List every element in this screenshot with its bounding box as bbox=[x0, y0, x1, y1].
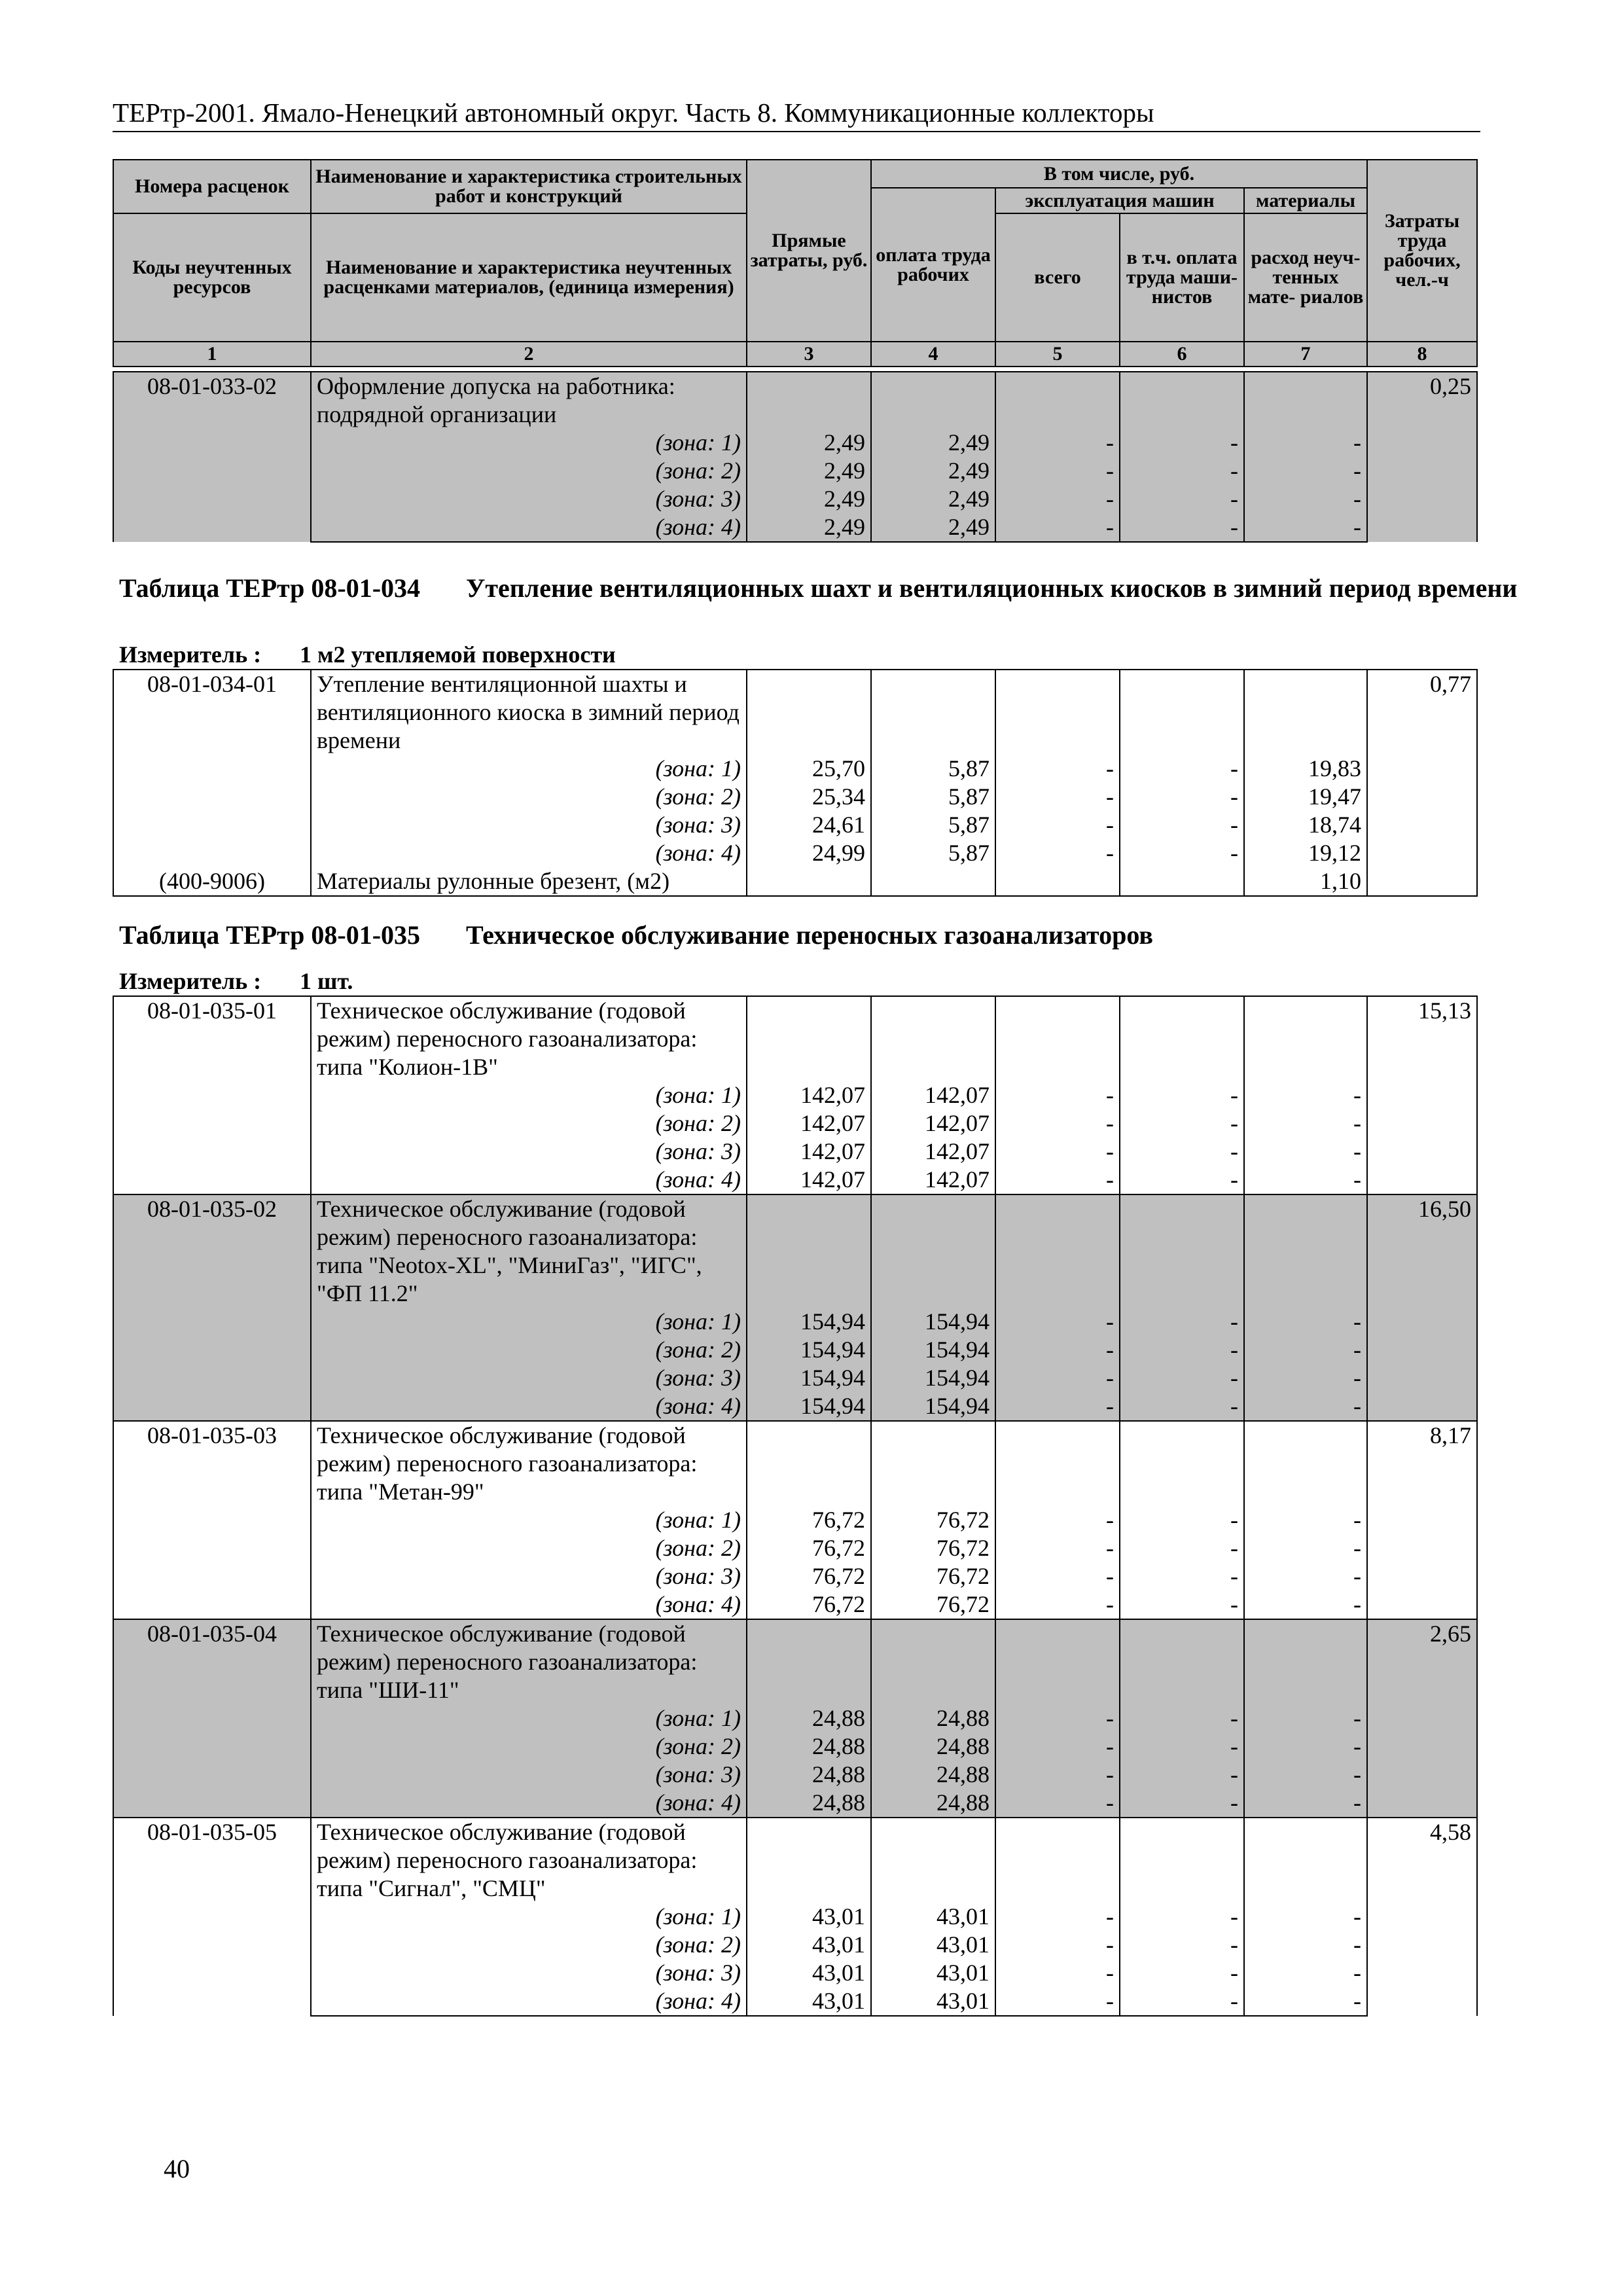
empty-cell bbox=[871, 1421, 995, 1506]
worker-pay: 2,49 bbox=[871, 513, 995, 542]
materials-cost: - bbox=[1244, 1081, 1367, 1109]
direct-cost: 142,07 bbox=[747, 1109, 871, 1138]
zone-row bbox=[113, 1704, 1477, 1732]
machine-total: - bbox=[995, 1987, 1120, 2016]
materials-cost: - bbox=[1244, 457, 1367, 485]
machinist-pay: - bbox=[1120, 1562, 1244, 1590]
col-worker-pay: оплата труда рабочих bbox=[871, 188, 995, 342]
zone-label: (зона: 2) bbox=[311, 1931, 747, 1959]
machine-total: - bbox=[995, 839, 1120, 867]
empty-cell bbox=[871, 1619, 995, 1704]
worker-pay: 142,07 bbox=[871, 1109, 995, 1138]
empty-cell bbox=[747, 996, 871, 1081]
empty-cell bbox=[1120, 1421, 1244, 1506]
worker-pay: 43,01 bbox=[871, 1987, 995, 2016]
zone-row bbox=[113, 783, 1477, 811]
worker-pay: 154,94 bbox=[871, 1392, 995, 1421]
zone-label: (зона: 3) bbox=[311, 1562, 747, 1590]
worker-pay: 2,49 bbox=[871, 485, 995, 513]
col-number: 1 bbox=[113, 342, 311, 367]
rates-table-034 bbox=[113, 669, 1478, 897]
zone-row bbox=[113, 513, 1477, 542]
materials-cost: - bbox=[1244, 513, 1367, 542]
worker-pay: 76,72 bbox=[871, 1506, 995, 1534]
direct-cost: 24,88 bbox=[747, 1704, 871, 1732]
machine-total: - bbox=[995, 1931, 1120, 1959]
machinist-pay: - bbox=[1120, 1506, 1244, 1534]
zone-row bbox=[113, 1392, 1477, 1421]
empty-cell bbox=[747, 1818, 871, 1903]
labor-cost: 0,25 bbox=[1367, 372, 1477, 542]
machine-total: - bbox=[995, 513, 1120, 542]
materials-cost: - bbox=[1244, 1138, 1367, 1166]
empty-cell bbox=[1120, 372, 1244, 429]
zone-label: (зона: 4) bbox=[311, 839, 747, 867]
zone-label: (зона: 3) bbox=[311, 485, 747, 513]
direct-cost: 142,07 bbox=[747, 1081, 871, 1109]
worker-pay: 43,01 bbox=[871, 1903, 995, 1931]
machinist-pay: - bbox=[1120, 1364, 1244, 1392]
machine-total: - bbox=[995, 1761, 1120, 1789]
direct-cost: 25,34 bbox=[747, 783, 871, 811]
direct-cost: 76,72 bbox=[747, 1506, 871, 1534]
labor-cost: 8,17 bbox=[1367, 1421, 1477, 1619]
col-machine-operation: эксплуатация машин bbox=[995, 188, 1244, 213]
measure-label: Измеритель : bbox=[119, 641, 262, 668]
zone-row bbox=[113, 485, 1477, 513]
worker-pay: 43,01 bbox=[871, 1959, 995, 1987]
zone-row bbox=[113, 1336, 1477, 1364]
empty-cell bbox=[1244, 996, 1367, 1081]
empty-cell bbox=[1120, 670, 1244, 755]
zone-label: (зона: 4) bbox=[311, 1590, 747, 1619]
materials-cost: - bbox=[1244, 1166, 1367, 1194]
zone-row bbox=[113, 1109, 1477, 1138]
machine-total: - bbox=[995, 457, 1120, 485]
resource-row bbox=[113, 867, 1477, 896]
empty-cell bbox=[747, 1619, 871, 1704]
empty-cell bbox=[1244, 1194, 1367, 1308]
resource-code: (400-9006) bbox=[113, 867, 311, 896]
col-work-name: Наименование и характеристика строительных работ и конструкций bbox=[311, 160, 747, 213]
materials-cost: - bbox=[1244, 1506, 1367, 1534]
zone-row bbox=[113, 1364, 1477, 1392]
zone-label: (зона: 4) bbox=[311, 513, 747, 542]
col-rate-numbers: Номера расценок bbox=[113, 160, 311, 213]
table-034-measure bbox=[119, 640, 616, 669]
direct-cost: 154,94 bbox=[747, 1392, 871, 1421]
direct-cost: 2,49 bbox=[747, 485, 871, 513]
labor-cost: 16,50 bbox=[1367, 1194, 1477, 1421]
machine-total: - bbox=[995, 1732, 1120, 1761]
zone-row bbox=[113, 457, 1477, 485]
empty-cell bbox=[995, 1619, 1120, 1704]
machine-total: - bbox=[995, 783, 1120, 811]
col-number: 3 bbox=[747, 342, 871, 367]
machine-total: - bbox=[995, 1308, 1120, 1336]
measure-label: Измеритель : bbox=[119, 968, 262, 994]
machine-total: - bbox=[995, 1081, 1120, 1109]
machinist-pay: - bbox=[1120, 839, 1244, 867]
col-materials: материалы bbox=[1244, 188, 1367, 213]
worker-pay: 154,94 bbox=[871, 1364, 995, 1392]
materials-cost: - bbox=[1244, 1562, 1367, 1590]
empty-cell bbox=[1244, 1421, 1367, 1506]
zone-row bbox=[113, 1732, 1477, 1761]
measure-value: 1 шт. bbox=[300, 968, 353, 994]
empty-cell bbox=[1120, 1619, 1244, 1704]
zone-label: (зона: 2) bbox=[311, 457, 747, 485]
zone-label: (зона: 2) bbox=[311, 1534, 747, 1562]
machinist-pay: - bbox=[1120, 783, 1244, 811]
table-035-caption: Техническое обслуживание переносных газоанализаторов bbox=[466, 920, 1153, 950]
machine-total: - bbox=[995, 1959, 1120, 1987]
table-035-measure bbox=[119, 967, 353, 996]
machine-total: - bbox=[995, 1704, 1120, 1732]
empty-cell bbox=[995, 1421, 1120, 1506]
machinist-pay: - bbox=[1120, 1704, 1244, 1732]
direct-cost: 154,94 bbox=[747, 1336, 871, 1364]
col-number: 6 bbox=[1120, 342, 1244, 367]
zone-label: (зона: 2) bbox=[311, 783, 747, 811]
materials-cost: 19,12 bbox=[1244, 839, 1367, 867]
zone-label: (зона: 1) bbox=[311, 1903, 747, 1931]
empty-cell bbox=[1244, 372, 1367, 429]
rate-code: 08-01-035-01 bbox=[113, 996, 311, 1194]
machine-total: - bbox=[995, 1138, 1120, 1166]
column-header-table bbox=[113, 159, 1478, 367]
empty-cell bbox=[995, 1194, 1120, 1308]
zone-label: (зона: 3) bbox=[311, 1138, 747, 1166]
worker-pay: 24,88 bbox=[871, 1761, 995, 1789]
measure-value: 1 м2 утепляемой поверхности bbox=[300, 641, 616, 668]
materials-cost: - bbox=[1244, 1109, 1367, 1138]
col-number: 8 bbox=[1367, 342, 1477, 367]
direct-cost: 76,72 bbox=[747, 1534, 871, 1562]
machinist-pay: - bbox=[1120, 1761, 1244, 1789]
col-including: В том числе, руб. bbox=[871, 160, 1367, 188]
zone-label: (зона: 3) bbox=[311, 1364, 747, 1392]
zone-label: (зона: 2) bbox=[311, 1109, 747, 1138]
empty-cell bbox=[871, 372, 995, 429]
zone-row bbox=[113, 1166, 1477, 1194]
materials-cost: - bbox=[1244, 1392, 1367, 1421]
direct-cost: 76,72 bbox=[747, 1562, 871, 1590]
empty-cell bbox=[995, 996, 1120, 1081]
machinist-pay: - bbox=[1120, 1109, 1244, 1138]
zone-row bbox=[113, 1562, 1477, 1590]
rate-name: Оформление допуска на работника: подрядной организации bbox=[311, 372, 747, 429]
zone-row bbox=[113, 429, 1477, 457]
col-material-name: Наименование и характеристика неучтенных расценками материалов, (единица измерения) bbox=[311, 213, 747, 342]
col-number: 5 bbox=[995, 342, 1120, 367]
machine-total: - bbox=[995, 755, 1120, 783]
direct-cost: 43,01 bbox=[747, 1987, 871, 2016]
machine-total: - bbox=[995, 1534, 1120, 1562]
machinist-pay: - bbox=[1120, 1903, 1244, 1931]
machinist-pay: - bbox=[1120, 1308, 1244, 1336]
zone-label: (зона: 3) bbox=[311, 811, 747, 839]
zone-row bbox=[113, 755, 1477, 783]
worker-pay: 5,87 bbox=[871, 783, 995, 811]
worker-pay: 154,94 bbox=[871, 1308, 995, 1336]
rate-name: Техническое обслуживание (годовой режим) переносного газоанализатора: типа "Сигнал", "СМЦ" bbox=[311, 1818, 747, 1903]
page-header: ТЕРтр-2001. Ямало-Ненецкий автономный округ. Часть 8. Коммуникационные коллекторы bbox=[113, 96, 1480, 132]
worker-pay: 24,88 bbox=[871, 1732, 995, 1761]
rate-code: 08-01-035-04 bbox=[113, 1619, 311, 1818]
table-035-number: Таблица ТЕРтр 08-01-035 bbox=[119, 920, 421, 950]
zone-row bbox=[113, 811, 1477, 839]
empty-cell bbox=[747, 372, 871, 429]
materials-cost: - bbox=[1244, 1903, 1367, 1931]
worker-pay: 5,87 bbox=[871, 755, 995, 783]
worker-pay: 43,01 bbox=[871, 1931, 995, 1959]
empty-cell bbox=[1120, 1194, 1244, 1308]
materials-cost: 19,47 bbox=[1244, 783, 1367, 811]
col-machinist-pay: в т.ч. оплата труда маши- нистов bbox=[1120, 213, 1244, 342]
direct-cost: 142,07 bbox=[747, 1166, 871, 1194]
machine-total: - bbox=[995, 1364, 1120, 1392]
zone-row bbox=[113, 1081, 1477, 1109]
col-number: 4 bbox=[871, 342, 995, 367]
column-number-row bbox=[113, 342, 1477, 367]
col-number: 7 bbox=[1244, 342, 1367, 367]
machine-total: - bbox=[995, 1109, 1120, 1138]
machinist-pay: - bbox=[1120, 457, 1244, 485]
machine-total: - bbox=[995, 1789, 1120, 1818]
materials-cost: - bbox=[1244, 1987, 1367, 2016]
worker-pay: 5,87 bbox=[871, 839, 995, 867]
worker-pay: 2,49 bbox=[871, 429, 995, 457]
direct-cost: 2,49 bbox=[747, 429, 871, 457]
machine-total: - bbox=[995, 1506, 1120, 1534]
machinist-pay: - bbox=[1120, 755, 1244, 783]
direct-cost: 154,94 bbox=[747, 1364, 871, 1392]
rates-table-035 bbox=[113, 996, 1478, 2017]
zone-row bbox=[113, 1534, 1477, 1562]
zone-label: (зона: 1) bbox=[311, 429, 747, 457]
machine-total: - bbox=[995, 1166, 1120, 1194]
labor-cost: 2,65 bbox=[1367, 1619, 1477, 1818]
direct-cost: 24,99 bbox=[747, 839, 871, 867]
zone-row bbox=[113, 1987, 1477, 2016]
direct-cost: 43,01 bbox=[747, 1903, 871, 1931]
machine-total: - bbox=[995, 1392, 1120, 1421]
direct-cost: 43,01 bbox=[747, 1959, 871, 1987]
zone-row bbox=[113, 1903, 1477, 1931]
materials-cost: - bbox=[1244, 1959, 1367, 1987]
machinist-pay: - bbox=[1120, 429, 1244, 457]
direct-cost: 2,49 bbox=[747, 457, 871, 485]
machine-total: - bbox=[995, 485, 1120, 513]
worker-pay: 76,72 bbox=[871, 1534, 995, 1562]
zone-row bbox=[113, 1590, 1477, 1619]
direct-cost: 142,07 bbox=[747, 1138, 871, 1166]
zone-label: (зона: 4) bbox=[311, 1789, 747, 1818]
worker-pay: 142,07 bbox=[871, 1166, 995, 1194]
zone-label: (зона: 1) bbox=[311, 1704, 747, 1732]
worker-pay: 76,72 bbox=[871, 1562, 995, 1590]
zone-row bbox=[113, 1308, 1477, 1336]
labor-cost: 15,13 bbox=[1367, 996, 1477, 1194]
zone-label: (зона: 1) bbox=[311, 1081, 747, 1109]
direct-cost: 76,72 bbox=[747, 1590, 871, 1619]
machinist-pay: - bbox=[1120, 485, 1244, 513]
worker-pay: 142,07 bbox=[871, 1081, 995, 1109]
rate-name: Техническое обслуживание (годовой режим) переносного газоанализатора: типа "Колион-1В" bbox=[311, 996, 747, 1081]
direct-cost: 24,88 bbox=[747, 1761, 871, 1789]
col-labor-costs: Затраты труда рабочих, чел.-ч bbox=[1367, 160, 1477, 342]
table-034-number: Таблица ТЕРтр 08-01-034 bbox=[119, 573, 421, 603]
machinist-pay: - bbox=[1120, 811, 1244, 839]
labor-cost: 4,58 bbox=[1367, 1818, 1477, 2016]
worker-pay: 24,88 bbox=[871, 1789, 995, 1818]
machine-total: - bbox=[995, 1562, 1120, 1590]
empty-cell bbox=[1120, 996, 1244, 1081]
zone-label: (зона: 4) bbox=[311, 1166, 747, 1194]
machinist-pay: - bbox=[1120, 1081, 1244, 1109]
worker-pay: 154,94 bbox=[871, 1336, 995, 1364]
machinist-pay: - bbox=[1120, 1931, 1244, 1959]
direct-cost: 43,01 bbox=[747, 1931, 871, 1959]
zone-label: (зона: 2) bbox=[311, 1336, 747, 1364]
zone-label: (зона: 1) bbox=[311, 755, 747, 783]
empty-cell bbox=[995, 670, 1120, 755]
machine-total: - bbox=[995, 1336, 1120, 1364]
materials-cost: - bbox=[1244, 1364, 1367, 1392]
col-number: 2 bbox=[311, 342, 747, 367]
zone-label: (зона: 2) bbox=[311, 1732, 747, 1761]
empty-cell bbox=[871, 670, 995, 755]
worker-pay: 2,49 bbox=[871, 457, 995, 485]
empty-cell bbox=[871, 1194, 995, 1308]
materials-cost: - bbox=[1244, 1761, 1367, 1789]
zone-row bbox=[113, 1506, 1477, 1534]
col-unaccounted-materials: расход неуч- тенных мате- риалов bbox=[1244, 213, 1367, 342]
zone-row bbox=[113, 1138, 1477, 1166]
materials-cost: 18,74 bbox=[1244, 811, 1367, 839]
machine-total: - bbox=[995, 1903, 1120, 1931]
empty-cell bbox=[1244, 1619, 1367, 1704]
machinist-pay: - bbox=[1120, 1590, 1244, 1619]
direct-cost: 25,70 bbox=[747, 755, 871, 783]
machinist-pay: - bbox=[1120, 1789, 1244, 1818]
zone-label: (зона: 1) bbox=[311, 1308, 747, 1336]
empty-cell bbox=[871, 1818, 995, 1903]
materials-cost: - bbox=[1244, 485, 1367, 513]
col-machine-total: всего bbox=[995, 213, 1120, 342]
empty-cell bbox=[1244, 670, 1367, 755]
labor-cost: 0,77 bbox=[1367, 670, 1477, 867]
zone-row bbox=[113, 1789, 1477, 1818]
resource-amount: 1,10 bbox=[1244, 867, 1367, 896]
machinist-pay: - bbox=[1120, 1732, 1244, 1761]
zone-row bbox=[113, 1931, 1477, 1959]
materials-cost: - bbox=[1244, 1308, 1367, 1336]
machinist-pay: - bbox=[1120, 1336, 1244, 1364]
page-number: 40 bbox=[164, 2154, 190, 2183]
materials-cost: - bbox=[1244, 1704, 1367, 1732]
rate-code: 08-01-035-03 bbox=[113, 1421, 311, 1619]
direct-cost: 24,61 bbox=[747, 811, 871, 839]
machinist-pay: - bbox=[1120, 1959, 1244, 1987]
rate-code: 08-01-034-01 bbox=[113, 670, 311, 867]
machinist-pay: - bbox=[1120, 1534, 1244, 1562]
zone-label: (зона: 3) bbox=[311, 1761, 747, 1789]
materials-cost: - bbox=[1244, 429, 1367, 457]
direct-cost: 154,94 bbox=[747, 1308, 871, 1336]
col-direct-costs: Прямые затраты, руб. bbox=[747, 160, 871, 342]
table-034-caption: Утепление вентиляционных шахт и вентиляционных киосков в зимний период времени bbox=[466, 573, 1518, 603]
empty-cell bbox=[995, 372, 1120, 429]
machinist-pay: - bbox=[1120, 1166, 1244, 1194]
direct-cost: 24,88 bbox=[747, 1789, 871, 1818]
worker-pay: 5,87 bbox=[871, 811, 995, 839]
machinist-pay: - bbox=[1120, 1987, 1244, 2016]
empty-cell bbox=[1120, 1818, 1244, 1903]
rate-code: 08-01-033-02 bbox=[113, 372, 311, 542]
zone-label: (зона: 3) bbox=[311, 1959, 747, 1987]
zone-row bbox=[113, 1761, 1477, 1789]
machine-total: - bbox=[995, 429, 1120, 457]
machine-total: - bbox=[995, 811, 1120, 839]
rates-table-033 bbox=[113, 371, 1478, 543]
materials-cost: - bbox=[1244, 1931, 1367, 1959]
materials-cost: - bbox=[1244, 1534, 1367, 1562]
materials-cost: - bbox=[1244, 1732, 1367, 1761]
machinist-pay: - bbox=[1120, 1138, 1244, 1166]
zone-row bbox=[113, 1959, 1477, 1987]
direct-cost: 2,49 bbox=[747, 513, 871, 542]
rate-name: Техническое обслуживание (годовой режим) переносного газоанализатора: типа "Метан-99" bbox=[311, 1421, 747, 1506]
direct-cost: 24,88 bbox=[747, 1732, 871, 1761]
rate-name: Техническое обслуживание (годовой режим) переносного газоанализатора: типа "Neotox-XL", "МиниГаз", "ИГС", "ФП 11.2" bbox=[311, 1194, 747, 1308]
rate-name: Техническое обслуживание (годовой режим) переносного газоанализатора: типа "ШИ-11" bbox=[311, 1619, 747, 1704]
col-resource-codes: Коды неучтенных ресурсов bbox=[113, 213, 311, 342]
empty-cell bbox=[1244, 1818, 1367, 1903]
worker-pay: 142,07 bbox=[871, 1138, 995, 1166]
materials-cost: - bbox=[1244, 1590, 1367, 1619]
empty-cell bbox=[995, 1818, 1120, 1903]
rate-code: 08-01-035-05 bbox=[113, 1818, 311, 2016]
machine-total: - bbox=[995, 1590, 1120, 1619]
empty-cell bbox=[747, 1421, 871, 1506]
empty-cell bbox=[747, 1194, 871, 1308]
rate-name: Утепление вентиляционной шахты и вентиляционного киоска в зимний период времени bbox=[311, 670, 747, 755]
zone-label: (зона: 1) bbox=[311, 1506, 747, 1534]
empty-cell bbox=[747, 670, 871, 755]
zone-label: (зона: 4) bbox=[311, 1392, 747, 1421]
machinist-pay: - bbox=[1120, 513, 1244, 542]
worker-pay: 24,88 bbox=[871, 1704, 995, 1732]
materials-cost: 19,83 bbox=[1244, 755, 1367, 783]
materials-cost: - bbox=[1244, 1789, 1367, 1818]
machinist-pay: - bbox=[1120, 1392, 1244, 1421]
materials-cost: - bbox=[1244, 1336, 1367, 1364]
empty-cell bbox=[871, 996, 995, 1081]
zone-row bbox=[113, 839, 1477, 867]
zone-label: (зона: 4) bbox=[311, 1987, 747, 2016]
resource-name: Материалы рулонные брезент, (м2) bbox=[311, 867, 747, 896]
rate-code: 08-01-035-02 bbox=[113, 1194, 311, 1421]
worker-pay: 76,72 bbox=[871, 1590, 995, 1619]
